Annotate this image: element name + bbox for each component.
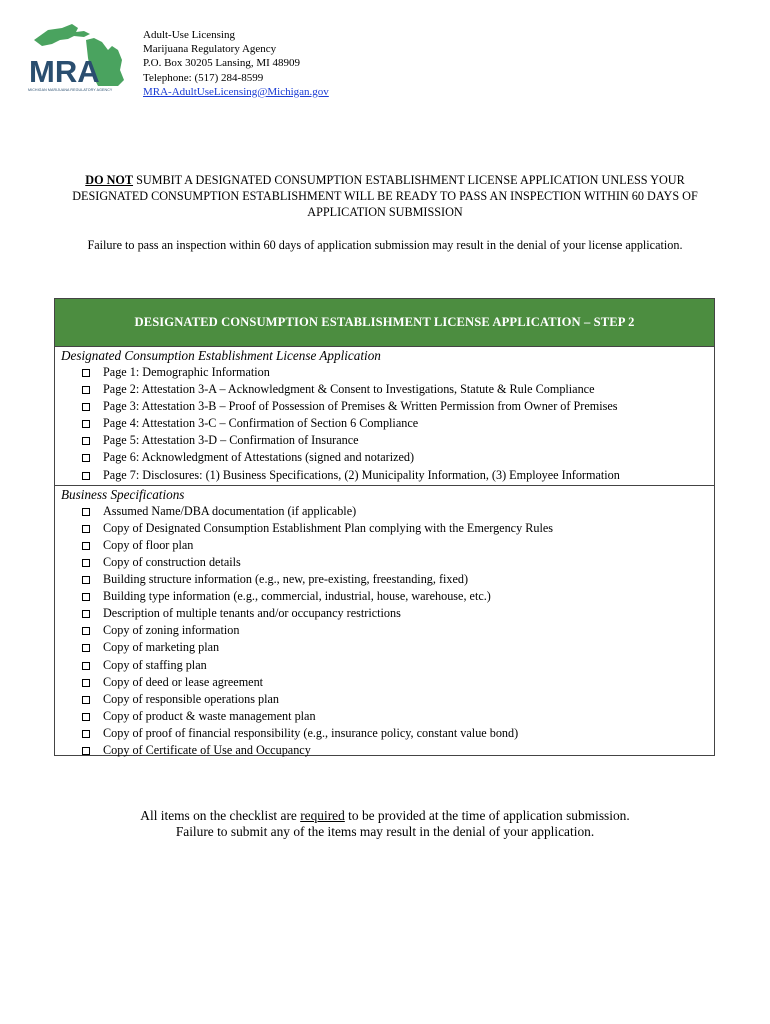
checklist-item-label: Copy of deed or lease agreement (103, 674, 264, 689)
checklist-item-label: Building structure information (e.g., new, pre-existing, freestanding, fixed) (103, 572, 469, 587)
checklist-item-label: Assumed Name/DBA documentation (if applicable) (103, 503, 357, 518)
header-line-1: Adult-Use Licensing (143, 29, 235, 41)
header-line-4: Telephone: (517) 284-8599 (143, 71, 264, 84)
checklist-item (55, 503, 714, 520)
checkbox[interactable] (82, 386, 90, 394)
footer-required: required (300, 808, 345, 823)
checklist-item-label: Page 5: Attestation 3-D – Confirmation of Insurance (103, 433, 359, 448)
checklist-item (55, 674, 714, 691)
checkbox[interactable] (82, 679, 90, 687)
header-line-3: P.O. Box 30205 Lansing, MI 48909 (143, 57, 301, 70)
checklist-item-label: Copy of Designated Consumption Establishment Plan complying with the Emergency Rules (103, 520, 553, 535)
checklist-item-label: Page 4: Attestation 3-C – Confirmation of Section 6 Compliance (103, 416, 419, 431)
checklist-item-label: Page 1: Demographic Information (103, 365, 270, 379)
checklist-item-label: Page 2: Attestation 3-A – Acknowledgment & Consent to Investigations, Statute & Rule Compliance (103, 382, 595, 397)
checkbox[interactable] (82, 593, 90, 601)
warning-lead: DO NOT (85, 173, 134, 187)
checkbox[interactable] (82, 747, 90, 755)
footer-note (30, 808, 740, 840)
checklist-item-label: Page 6: Acknowledgment of Attestations (signed and notarized) (103, 450, 415, 465)
checkbox[interactable] (82, 730, 90, 738)
checklist-item (55, 605, 714, 622)
section-application (55, 347, 714, 486)
checklist-item (55, 657, 714, 674)
agency-contact (143, 28, 329, 99)
section-heading: Business Specifications (61, 486, 185, 502)
checklist-item-label: Copy of marketing plan (103, 640, 220, 655)
submission-warning (50, 172, 720, 220)
checkbox[interactable] (82, 472, 90, 480)
checklist-item-label: Copy of construction details (103, 554, 241, 569)
checklist-item (55, 622, 714, 639)
checklist-item-label: Description of multiple tenants and/or occupancy restrictions (103, 606, 401, 621)
checklist-item (55, 467, 714, 484)
checkbox[interactable] (82, 627, 90, 635)
checkbox[interactable] (82, 369, 90, 377)
footer-text: to be provided at the time of application submission. (344, 808, 630, 823)
checklist-item (55, 381, 714, 398)
checklist-item-label: Page 3: Attestation 3-B – Proof of Possession of Premises & Written Permission from Owner of Premises (103, 399, 618, 414)
checklist-item (55, 691, 714, 708)
checkbox[interactable] (82, 713, 90, 721)
footer-text: All items on the checklist are (140, 808, 301, 823)
logo-tagline: MICHIGAN MARIJUANA REGULATORY AGENCY (28, 88, 113, 92)
mra-logo (28, 22, 132, 100)
checklist-title: DESIGNATED CONSUMPTION ESTABLISHMENT LICENSE APPLICATION – STEP 2 (55, 299, 714, 347)
checklist-item-label: Copy of zoning information (103, 623, 240, 638)
checklist-item (55, 449, 714, 466)
checkbox[interactable] (82, 508, 90, 516)
inspection-failure-note: Failure to pass an inspection within 60 days of application submission may result in the denial of your license application. (87, 238, 683, 252)
michigan-map-icon (28, 22, 132, 88)
checkbox[interactable] (82, 696, 90, 704)
checklist-item-label: Copy of responsible operations plan (103, 691, 280, 706)
checklist-item-label: Building type information (e.g., commercial, industrial, house, warehouse, etc.) (103, 589, 491, 604)
checkbox[interactable] (82, 454, 90, 462)
checklist-item-label: Copy of floor plan (103, 537, 194, 552)
checklist-item-label: Copy of staffing plan (103, 657, 207, 672)
checklist-item (55, 588, 714, 605)
checklist-item (55, 571, 714, 588)
checklist-item-label: Copy of proof of financial responsibility (e.g., insurance policy, constant value bond) (103, 725, 519, 740)
checkbox[interactable] (82, 644, 90, 652)
header-line-2: Marijuana Regulatory Agency (143, 43, 277, 56)
checkbox[interactable] (82, 525, 90, 533)
checkbox[interactable] (82, 610, 90, 618)
checklist-item-label: Copy of Certificate of Use and Occupancy (103, 742, 311, 757)
footer-line-2: Failure to submit any of the items may result in the denial of your application. (175, 824, 595, 839)
section-business-specifications (55, 486, 714, 759)
checklist-item (55, 415, 714, 432)
checklist-item (55, 742, 714, 759)
checklist-item (55, 520, 714, 537)
checklist-item (55, 554, 714, 571)
checklist-item (55, 708, 714, 725)
checklist-item (55, 364, 714, 381)
footer-line-1 (30, 808, 740, 824)
checkbox[interactable] (82, 403, 90, 411)
checklist-item-label: Page 7: Disclosures: (1) Business Specifications, (2) Municipality Information, (3) Employee Information (103, 467, 620, 482)
section-heading: Designated Consumption Establishment License Application (61, 348, 381, 363)
checklist-item (55, 432, 714, 449)
checkbox[interactable] (82, 542, 90, 550)
email-link[interactable]: MRA-AdultUseLicensing@Michigan.gov (143, 85, 329, 98)
checklist-item (55, 398, 714, 415)
checkbox[interactable] (82, 662, 90, 670)
warning-text: SUMBIT A DESIGNATED CONSUMPTION ESTABLISHMENT LICENSE APPLICATION UNLESS YOUR DESIGNATED CONSUMPTION ESTABLISHMENT WILL BE READY TO PASS AN INSPECTION WITHIN 60 DAYS OF APPLICATION SUBMISSION (72, 173, 698, 219)
logo-letters: MRA (29, 54, 100, 88)
checkbox[interactable] (82, 559, 90, 567)
checklist-item (55, 725, 714, 742)
checkbox[interactable] (82, 437, 90, 445)
checklist-item-label: Copy of product & waste management plan (103, 708, 316, 723)
checkbox[interactable] (82, 420, 90, 428)
checklist-item (55, 537, 714, 554)
checkbox[interactable] (82, 576, 90, 584)
checklist-item (55, 639, 714, 656)
application-checklist (54, 298, 715, 756)
